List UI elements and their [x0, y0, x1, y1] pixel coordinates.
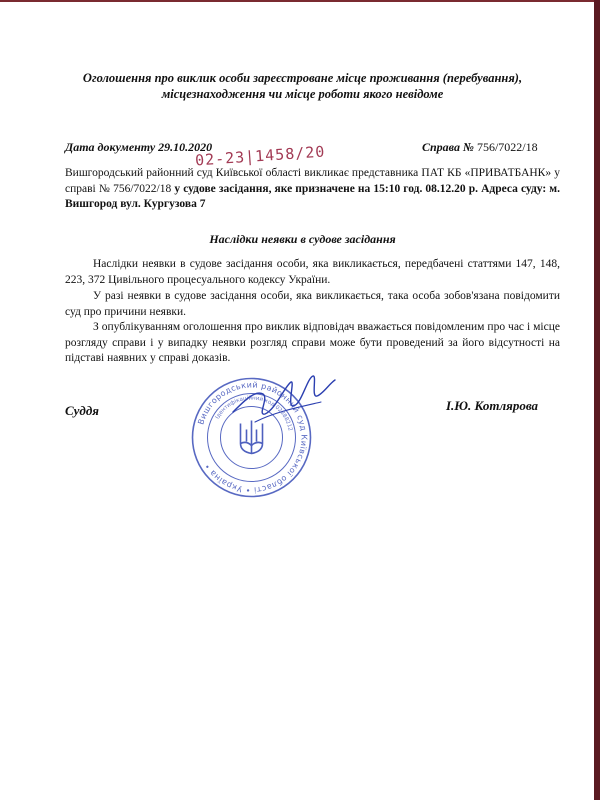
document-title — [40, 70, 565, 102]
judge-role: Суддя — [65, 403, 99, 418]
summons-text: Вишгородський районний суд Київської області викликає представника ПАТ КБ «ПРИВАТБАНК» у справі № 756/7022/18 — [65, 167, 560, 195]
consequences-paragraph: Наслідки неявки в судове засідання особи, яка викликається, передбачені статтями 147, 148, 223, 372 Цивільного процесуального кодексу України. — [65, 258, 560, 286]
seal-outer-text: Вишгородський районний суд Київської області • Україна • — [196, 380, 309, 495]
judge-name: І.Ю. Котлярова — [446, 398, 539, 413]
case-value: 756/7022/18 — [476, 140, 538, 154]
page-top-edge — [0, 0, 600, 2]
summons-paragraph — [65, 166, 560, 213]
seal-inner-text: Ідентифікаційний код 02888212 — [214, 395, 293, 432]
title-line-1: Оголошення про виклик особи зареєстроване місце проживання (перебування), — [82, 71, 523, 85]
judge-signature — [225, 372, 345, 432]
page-right-edge — [594, 0, 600, 800]
absence-paragraph: У разі неявки в судове засідання особи, яка викликається, така особа зобов'язана повідомити суд про причини неявки. — [65, 290, 560, 318]
document-date — [65, 140, 212, 155]
date-value: 29.10.2020 — [158, 140, 213, 154]
case-label: Справа № — [422, 140, 474, 154]
consequences-heading: Наслідки неявки в судове засідання — [209, 232, 396, 246]
date-label: Дата документу — [65, 140, 156, 154]
title-line-2: місцезнаходження чи місце роботи якого невідоме — [161, 87, 444, 101]
notification-paragraph: З опублікуванням оголошення про виклик відповідач вважається повідомленим про час і місце розгляду справи і у випадку неявки розгляд справи може бути проведений за його відсутності на підставі наявних у справі доказів. — [65, 321, 560, 364]
handwritten-registration-number: 02-23|1458/20 — [194, 142, 326, 170]
hearing-details: у судове засідання, яке призначене на 15:10 год. 08.12.20 р. Адреса суду: м. Вишгород вул. Кургузова 7 — [65, 182, 561, 210]
case-number — [422, 140, 538, 155]
